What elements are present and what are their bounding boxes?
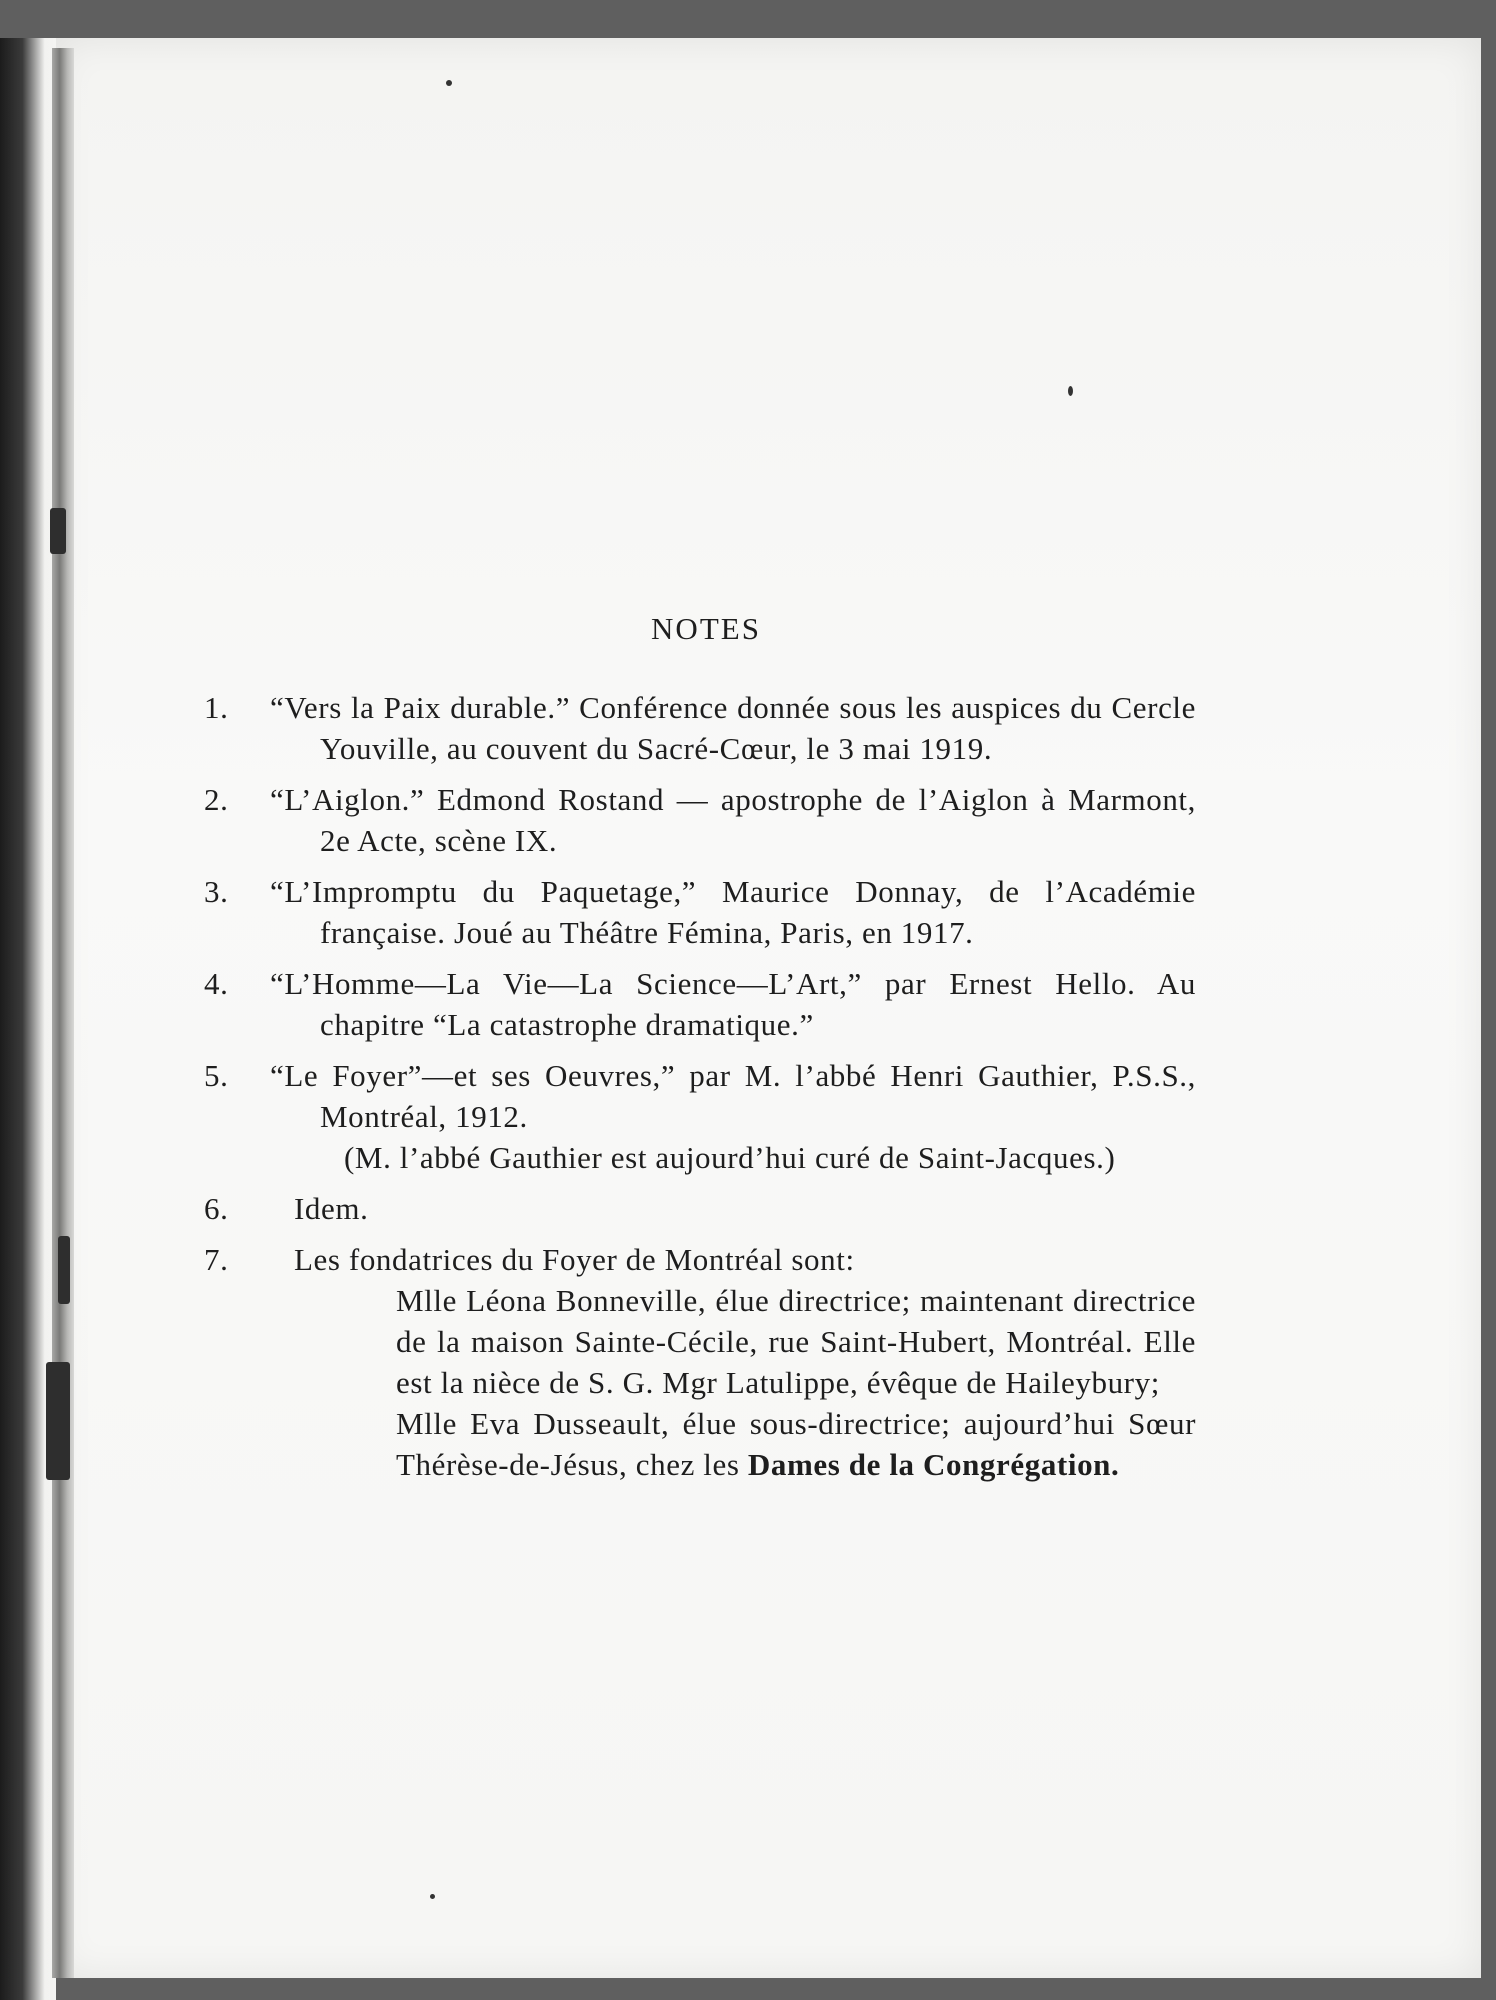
note-number: 3. <box>204 874 229 909</box>
note-text: “L’Homme—La Vie—La Science—L’Art,” par Ernest Hello. Au chapitre “La catastrophe dramatique.” <box>270 966 1196 1042</box>
notes-section <box>196 608 1196 1495</box>
note-number: 6. <box>204 1191 229 1226</box>
note-item <box>196 1055 1196 1178</box>
note-subtext: (M. l’abbé Gauthier est aujourd’hui curé de Saint-Jacques.) <box>344 1140 1116 1175</box>
note-text: “Vers la Paix durable.” Conférence donnée sous les auspices du Cercle Youville, au couvent du Sacré-Cœur, le 3 mai 1919. <box>270 690 1196 766</box>
note-text: “L’Aiglon.” Edmond Rostand — apostrophe de l’Aiglon à Marmont, 2e Acte, scène IX. <box>270 782 1196 858</box>
note-subtext-bold: Dames de la Congrégation. <box>747 1447 1120 1482</box>
binding-staple <box>46 1362 70 1480</box>
note-text: “Le Foyer”—et ses Oeuvres,” par M. l’abbé Henri Gauthier, P.S.S., Montréal, 1912. <box>270 1058 1196 1134</box>
note-number: 7. <box>204 1242 229 1277</box>
note-text: Idem. <box>294 1191 369 1226</box>
paper-speck <box>430 1894 435 1899</box>
note-item <box>196 1188 1196 1229</box>
note-text: Les fondatrices du Foyer de Montréal sont: <box>294 1242 855 1277</box>
scan-left-edge <box>0 38 56 2000</box>
note-item <box>196 1239 1196 1485</box>
page-binding <box>52 48 74 1978</box>
paper-speck <box>446 80 452 86</box>
paper-speck <box>1068 386 1073 396</box>
binding-staple <box>50 508 66 554</box>
note-number: 2. <box>204 782 229 817</box>
note-item <box>196 779 1196 861</box>
binding-staple <box>58 1236 70 1304</box>
note-item <box>196 871 1196 953</box>
note-item <box>196 963 1196 1045</box>
note-subtext <box>320 1403 1196 1485</box>
note-item <box>196 687 1196 769</box>
note-number: 5. <box>204 1058 229 1093</box>
note-subtext-part: Mlle Eva Dusseault, élue sous-directrice; aujourd’hui Sœur Thérèse-de-Jésus, chez les <box>396 1406 1196 1482</box>
notes-title: NOTES <box>651 611 761 646</box>
note-subtext: Mlle Léona Bonneville, élue directrice; maintenant directrice de la maison Sainte-Cécile, rue Saint-Hubert, Montréal. Elle est la nièce de S. G. Mgr Latulippe, évêque de Haileybury; <box>396 1283 1196 1400</box>
note-text: “L’Impromptu du Paquetage,” Maurice Donnay, de l’Académie française. Joué au Théâtre Fémina, Paris, en 1917. <box>270 874 1196 950</box>
note-number: 1. <box>204 690 229 725</box>
note-number: 4. <box>204 966 229 1001</box>
